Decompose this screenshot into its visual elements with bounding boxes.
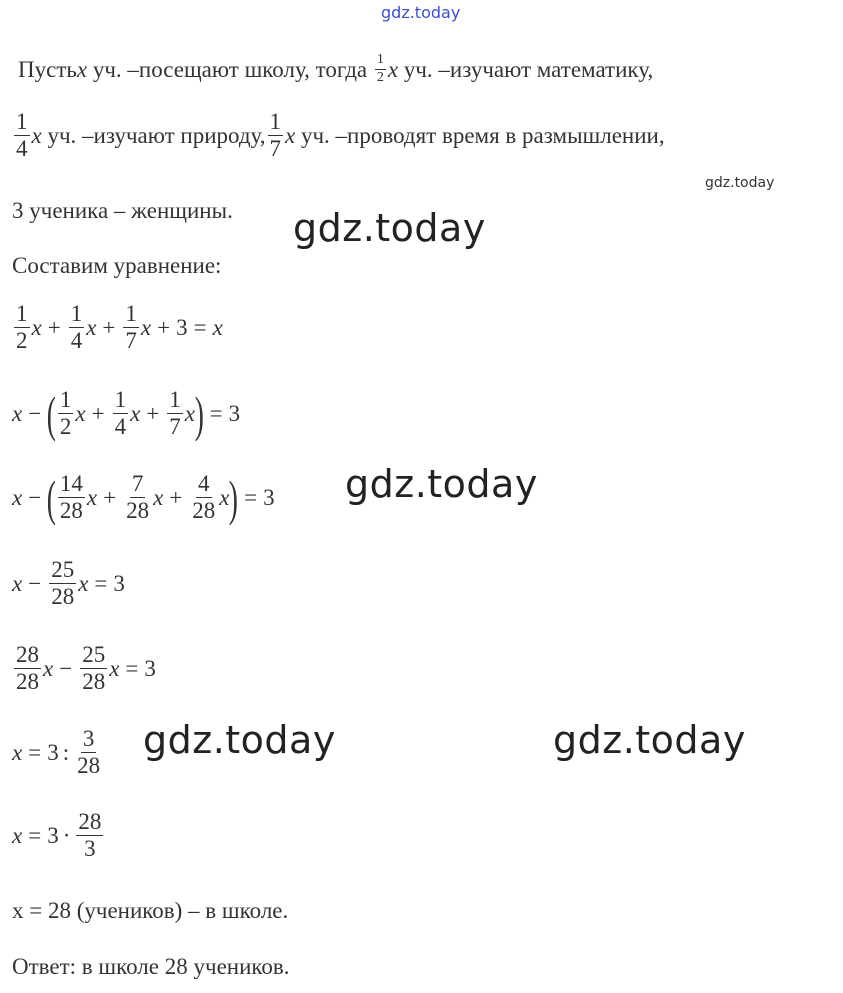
var-x: x [12, 740, 23, 766]
number: 3 [47, 823, 59, 849]
right-paren: ) [229, 469, 239, 526]
number: 3 [47, 740, 59, 766]
var-x: x [109, 656, 120, 682]
fraction: $\frac{4}{28}$ [192, 471, 216, 524]
number: 3 [144, 656, 156, 682]
op-eq: = [94, 571, 108, 597]
var-x: x [12, 571, 23, 597]
number: 3 [113, 571, 125, 597]
answer-text: Ответ: в школе 28 учеников. [12, 954, 290, 979]
op-eq: = [28, 740, 42, 766]
answer-line [12, 955, 290, 978]
statement-line-1 [18, 53, 653, 85]
equation-7 [12, 810, 105, 861]
fraction: $\frac{7}{28}$ [126, 471, 150, 524]
var-x: x [75, 401, 86, 427]
equation-3 [12, 469, 275, 526]
var-x: x [12, 401, 23, 427]
var-x: x [153, 485, 164, 511]
op-plus: + [146, 401, 160, 427]
right-paren: ) [194, 385, 204, 442]
var-x: x [140, 315, 152, 341]
fraction: $\frac{28}{3}$ [78, 809, 102, 862]
result-text: x = 28 (учеников) – в школе. [12, 898, 289, 923]
var-x: x [12, 823, 23, 849]
fraction: $\frac{3}{28}$ [77, 726, 101, 779]
var-x: x [285, 123, 296, 149]
var-x: x [86, 485, 98, 511]
op-plus: + [91, 401, 105, 427]
fraction: $\frac{25}{28}$ [82, 642, 106, 695]
var-x: x [219, 485, 230, 511]
text-fragment: уч. –изучают природу, [41, 123, 266, 149]
number: 3 [228, 401, 241, 427]
text-fragment: Пусть [18, 56, 77, 82]
op-eq: = [28, 823, 42, 849]
var-x: x [12, 485, 23, 511]
text-fragment: уч. –изучают математику, [398, 56, 654, 82]
op-minus: − [59, 656, 73, 682]
equation-heading [12, 254, 221, 277]
fraction: $\frac{1}{2}$ [59, 387, 72, 440]
op-minus: − [28, 571, 42, 597]
fraction: $\frac{28}{28}$ [16, 642, 39, 695]
watermark-small: gdz.today [705, 175, 775, 191]
op-colon: : [62, 740, 70, 766]
fraction: $\frac{1}{4}$ [70, 301, 83, 354]
fraction-1-7: $\frac{1}{7}$ [269, 109, 282, 162]
var-x: x [184, 401, 195, 427]
op-minus: − [28, 401, 42, 427]
statement-line-2 [12, 110, 665, 161]
op-plus: + [103, 485, 117, 511]
fraction: $\frac{14}{28}$ [59, 471, 83, 524]
watermark-2: gdz.today [345, 462, 538, 506]
var-x: x [387, 56, 399, 82]
fraction-1-4: $\frac{1}{4}$ [16, 109, 28, 162]
text-fragment: уч. –посещают школу, тогда [87, 56, 373, 82]
op-eq: = [193, 315, 207, 341]
op-eq: = [125, 656, 139, 682]
left-paren: ( [46, 385, 57, 442]
watermark-1: gdz.today [293, 206, 486, 250]
left-paren: ( [46, 469, 57, 526]
op-eq: = [209, 401, 223, 427]
equation-2 [12, 385, 241, 442]
watermark-3: gdz.today [143, 718, 336, 762]
var-x: x [212, 315, 223, 341]
var-x: x [76, 56, 88, 82]
var-x: x [31, 315, 42, 341]
var-x: x [43, 656, 54, 682]
equation-4 [12, 558, 125, 609]
op-plus: + [102, 315, 116, 341]
women-count: 3 ученика – женщины. [12, 198, 233, 223]
var-x: x [78, 571, 89, 597]
fraction: $\frac{1}{2}$ [16, 301, 28, 354]
op-minus: − [28, 485, 42, 511]
result-line [12, 899, 288, 922]
equation-1 [12, 302, 223, 353]
fraction-1-2: $\frac{1}{2}$ [376, 52, 384, 85]
equation-5 [12, 643, 156, 694]
op-plus: + [157, 315, 171, 341]
fraction: $\frac{1}{4}$ [114, 387, 127, 440]
watermark-top: gdz.today [381, 3, 461, 22]
var-x: x [31, 123, 42, 149]
equation-6 [12, 727, 104, 778]
number: 3 [176, 315, 188, 341]
fraction: $\frac{1}{7}$ [169, 387, 181, 440]
var-x: x [130, 401, 141, 427]
statement-line-3 [12, 199, 233, 222]
watermark-4: gdz.today [553, 718, 746, 762]
fraction: $\frac{1}{7}$ [125, 301, 137, 354]
text-fragment: уч. –проводят время в размышлении, [295, 123, 665, 149]
op-plus: + [169, 485, 183, 511]
fraction: $\frac{25}{28}$ [51, 557, 75, 610]
op-eq: = [244, 485, 258, 511]
number: 3 [263, 485, 275, 511]
var-x: x [86, 315, 97, 341]
heading-text: Составим уравнение: [12, 253, 222, 278]
op-dot: · [62, 823, 71, 849]
op-plus: + [47, 315, 61, 341]
